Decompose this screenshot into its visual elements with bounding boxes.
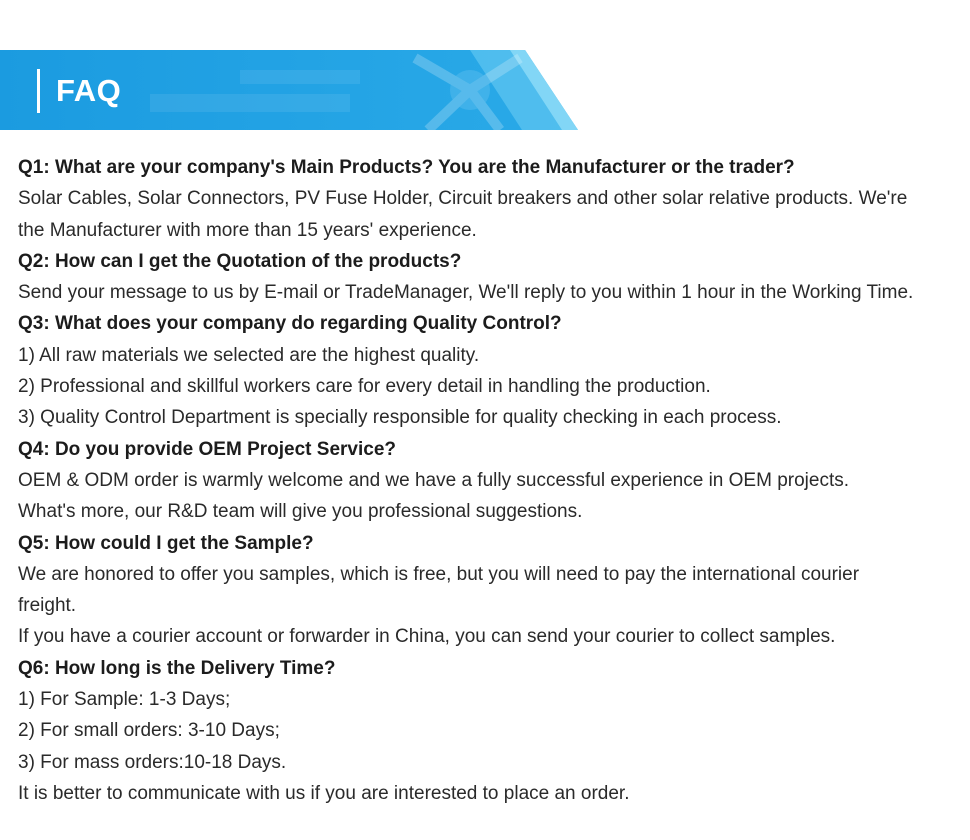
faq-answer-1-line-1: Solar Cables, Solar Connectors, PV Fuse Holder, Circuit breakers and other solar relative products. We're [18, 188, 908, 210]
faq-answer-4-line-1: OEM & ODM order is warmly welcome and we have a fully successful experience in OEM projects. [18, 469, 850, 491]
title-accent-bar [37, 69, 40, 113]
faq-answer-6-line-1: 1) For Sample: 1-3 Days; [18, 689, 231, 711]
faq-answer-6-line-4: It is better to communicate with us if you are interested to place an order. [18, 782, 630, 804]
faq-answer-5-line-1: We are honored to offer you samples, which is free, but you will need to pay the international courier [18, 563, 860, 585]
faq-answer-3-line-3: 3) Quality Control Department is specially responsible for quality checking in each process. [18, 407, 782, 429]
faq-question-4: Q4: Do you provide OEM Project Service? [18, 438, 396, 460]
faq-answer-3-line-1: 1) All raw materials we selected are the highest quality. [18, 344, 480, 366]
faq-question-2: Q2: How can I get the Quotation of the products? [18, 250, 462, 272]
page-title: FAQ [56, 73, 122, 108]
faq-question-5: Q5: How could I get the Sample? [18, 532, 314, 554]
faq-answer-2-line-1: Send your message to us by E-mail or TradeManager, We'll reply to you within 1 hour in the Working Time. [18, 282, 914, 304]
faq-answer-5-line-2: freight. [18, 595, 77, 617]
faq-answer-6-line-2: 2) For small orders: 3-10 Days; [18, 720, 280, 742]
faq-answer-1-line-2: the Manufacturer with more than 15 years' experience. [18, 219, 477, 241]
faq-answer-6-line-3: 3) For mass orders:10-18 Days. [18, 751, 287, 773]
faq-list [18, 152, 966, 809]
faq-header-banner [0, 50, 580, 130]
faq-question-3: Q3: What does your company do regarding Quality Control? [18, 313, 562, 335]
faq-question-6: Q6: How long is the Delivery Time? [18, 657, 336, 679]
faq-answer-4-line-2: What's more, our R&D team will give you professional suggestions. [18, 501, 583, 523]
faq-answer-3-line-2: 2) Professional and skillful workers care for every detail in handling the production. [18, 376, 711, 398]
faq-answer-5-line-3: If you have a courier account or forwarder in China, you can send your courier to collect samples. [18, 626, 836, 648]
faq-question-1: Q1: What are your company's Main Products? You are the Manufacturer or the trader? [18, 157, 795, 178]
